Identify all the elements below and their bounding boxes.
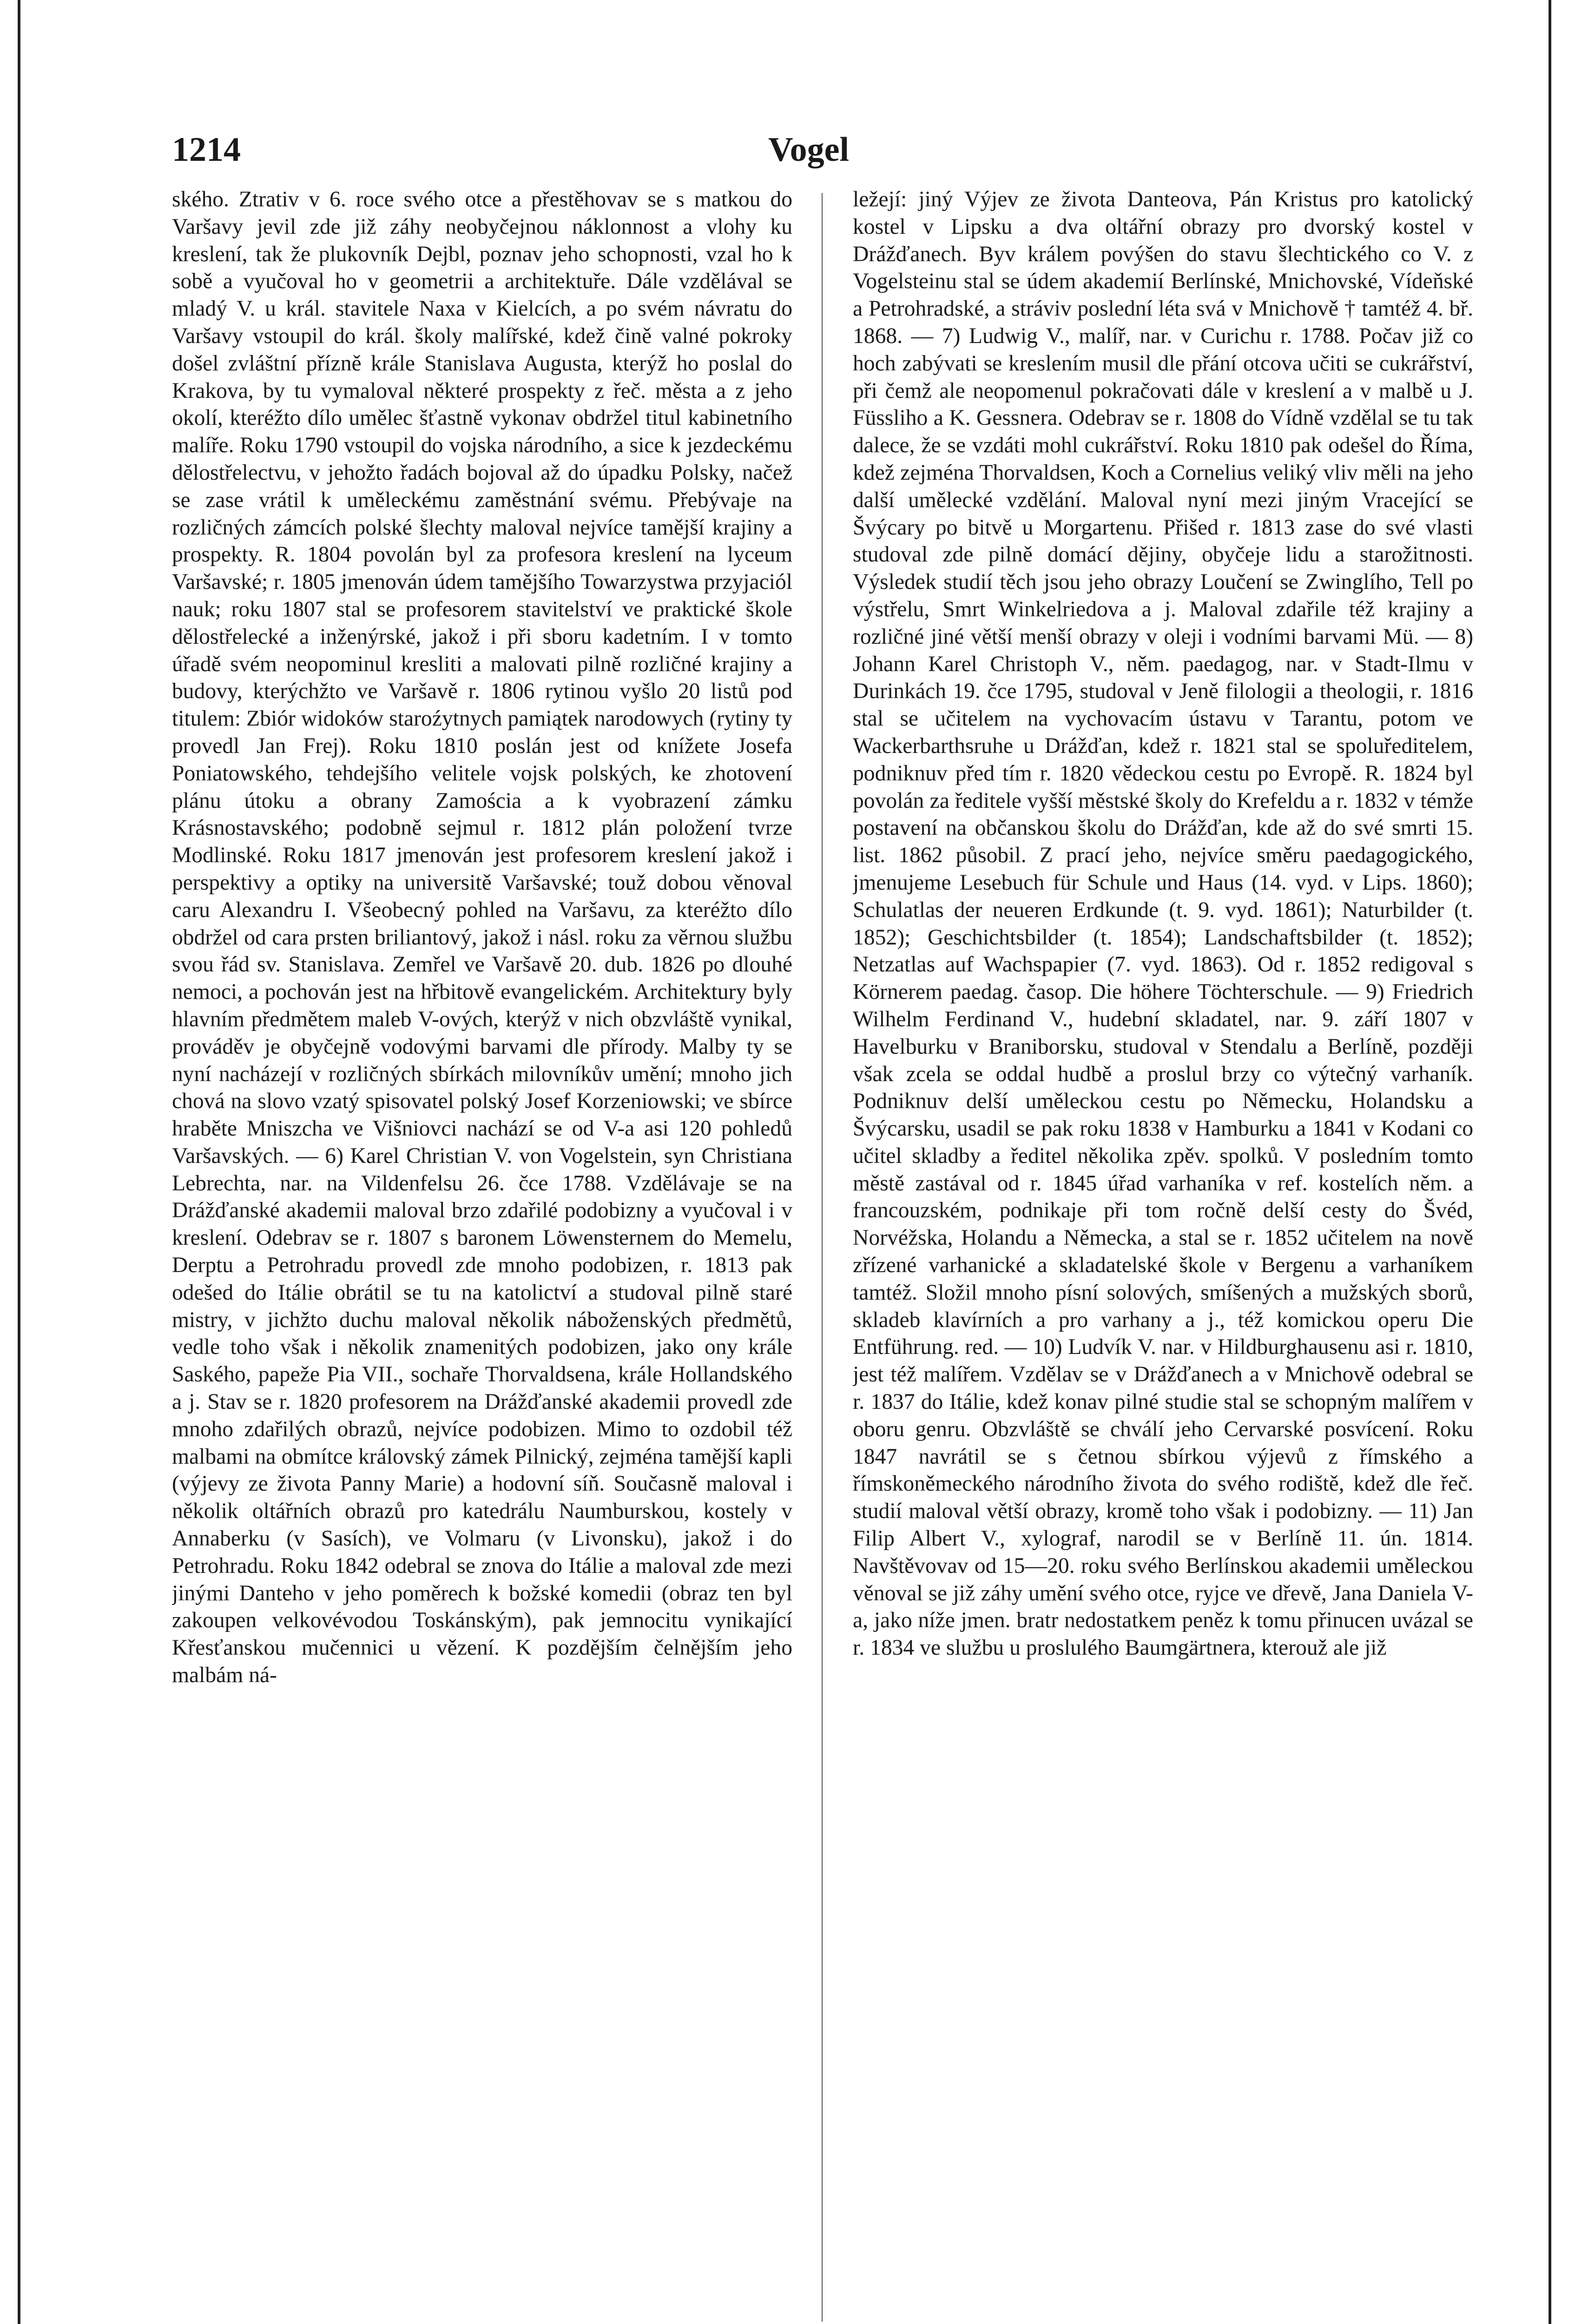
running-head: Vogel [768,131,850,169]
page-number: 1214 [172,131,241,169]
column-right-text: ležejí: jiný Výjev ze života Danteova, Pán Kristus pro katolický kostel v Lipsku a dva oltářní obrazy pro dvorský kostel v Drážďanech. Byv králem povýšen do stavu šlechtického co V. z Vogelsteinu stal se údem akademií Berlínské, Mnichovské, Vídeňské a Petrohradské, a stráviv poslední léta svá v Mnichově † tamtéž 4. bř. 1868. — 7) Ludwig V., malíř, nar. v Curichu r. 1788. Počav již co hoch zabývati se kreslením musil dle přání otcova učiti se cukrářství, při čemž ale neopomenul pokračovati dále v kreslení a v malbě u J. Füssliho a K. Gessnera. Odebrav se r. 1808 do Vídně vzdělal se tu tak dalece, že se vzdáti mohl cukrářství. Roku 1810 pak odešel do Říma, kdež zejména Thorvaldsen, Koch a Cornelius veliký vliv měli na jeho další umělecké vzdělání. Maloval nyní mezi jiným Vracející se Švýcary po bitvě u Morgartenu. Přišed r. 1813 zase do své vlasti studoval zde pilně domácí dějiny, obyčeje lidu a starožitnosti. Výsledek studií těch jsou jeho obrazy Loučení se Zwinglího, Tell po výstřelu, Smrt Winkelriedova a j. Maloval zdařile též krajiny a rozličné jiné větší menší obrazy v oleji i vodními barvami Mü. — 8) Johann Karel Christoph V., něm. paedagog, nar. v Stadt-Ilmu v Durinkách 19. čce 1795, studoval v Jeně filologii a theologii, r. 1816 stal se učitelem na vychovacím ústavu v Tarantu, potom ve Wackerbarthsruhe u Drážďan, kdež r. 1821 stal se spoluředitelem, podniknuv před tím r. 1820 vědeckou cestu po Evropě. R. 1824 byl povolán za ředitele vyšší městské školy do Krefeldu a r. 1832 v témže postavení na občanskou školu do Drážďan, kde až do své smrti 15. list. 1862 působil. Z prací jeho, nejvíce směru paedagogického, jmenujeme Lesebuch für Schule und Haus (14. vyd. v Lips. 1860); Schulatlas der neueren Erdkunde (t. 9. vyd. 1861); Naturbilder (t. 1852); Geschichtsbilder (t. 1854); Landschaftsbilder (t. 1852); Netzatlas auf Wachspapier (7. vyd. 1863). Od r. 1852 redigoval s Körnerem paedag. časop. Die höhere Töchterschule. — 9) Friedrich Wilhelm Ferdinand V., hudební skladatel, nar. 9. září 1807 v Havelburku v Braniborsku, studoval v Stendalu a Berlíně, později však zcela se oddal hudbě a proslul brzy co výtečný varhaník. Podniknuv delší uměleckou cestu po Německu, Holandsku a Švýcarsku, usadil se pak roku 1838 v Hamburku a 1841 v Kodani co učitel skladby a ředitel několika zpěv. spolků. V posledním tomto městě zastával od r. 1845 úřad varhaníka v ref. kostelích něm. a francouzském, podnikaje při tom ročně delší cesty do Švéd, Norvéžska, Holandu a Německa, a stal se r. 1852 učitelem na nově zřízené varhanické a skladatelské škole v Bergenu a varhaníkem tamtéž. Složil mnoho písní solových, smíšených a mužských sborů, skladeb klavírních a pro varhany a j., též komickou operu Die Entführung. red. — 10) Ludvík V. nar. v Hildburghausenu asi r. 1810, jest též malířem. Vzdělav se v Drážďanech a v Mnichově odebral se r. 1837 do Itálie, kdež konav pilné studie stal se schopným malířem v oboru genru. Obzvláště se chválí jeho Cervarské posvícení. Roku 1847 navrátil se s četnou sbírkou výjevů z římského a římskoněmeckého národního života do svého rodiště, kdež dle řeč. studií maloval větší obrazy, kromě toho však i podobizny. — 11) Jan Filip Albert V., xylograf, narodil se v Berlíně 11. ún. 1814. Navštěvovav od 15—20. roku svého Berlínskou akademii uměleckou věnoval se již záhy umění svého otce, ryjce ve dřevě, Jana Daniela V-a, jako níže jmen. bratr nedostatkem peněz k tomu přinucen uvázal se r. 1834 ve službu u proslulého Baumgärtnera, kterouž ale již [853,187,1473,1660]
text-column-left [172,186,792,2324]
column-left-text: ského. Ztrativ v 6. roce svého otce a přestěhovav se s matkou do Varšavy jevil zde již záhy neobyčejnou náklonnost a vlohy ku kreslení, tak že plukovník Dejbl, poznav jeho schopnosti, vzal ho k sobě a vyučoval ho v geometrii a architektuře. Dále vzdělával se mladý V. u král. stavitele Naxa v Kielcích, a po svém návratu do Varšavy vstoupil do král. školy malířské, kdež čině valné pokroky došel zvláštní přízně krále Stanislava Augusta, kterýž ho poslal do Krakova, by tu vymaloval některé prospekty z řeč. města a z jeho okolí, kteréžto dílo umělec šťastně vykonav obdržel titul kabinetního malíře. Roku 1790 vstoupil do vojska národního, a sice k jezdeckému dělostřelectvu, v jehožto řadách bojoval až do úpadku Polsky, načež se zase vrátil k uměleckému zaměstnání svému. Přebývaje na rozličných zámcích polské šlechty maloval nejvíce tamější krajiny a prospekty. R. 1804 povolán byl za profesora kreslení na lyceum Varšavské; r. 1805 jmenován údem tamějšího Towarzystwa przyjaciól nauk; roku 1807 stal se profesorem stavitelství ve praktické škole dělostřelecké a inženýrské, jakož i při sboru kadetním. I v tomto úřadě svém neopominul kresliti a malovati pilně rozličné krajiny a budovy, kterýchžto ve Varšavě r. 1806 rytinou vyšlo 20 listů pod titulem: Zbiór widoków staroźytnych pamiątek narodowych (rytiny ty provedl Jan Frej). Roku 1810 poslán jest od knížete Josefa Poniatowského, tehdejšího velitele vojsk polských, ke zhotovení plánu útoku a obrany Zamościa a k vyobrazení zámku Krásnostavského; podobně sejmul r. 1812 plán položení tvrze Modlinské. Roku 1817 jmenován jest profesorem kreslení jakož i perspektivy a optiky na universitě Varšavské; touž dobou věnoval caru Alexandru I. Všeobecný pohled na Varšavu, za kteréžto dílo obdržel od cara prsten briliantový, jakož i násl. roku za věrnou službu svou řád sv. Stanislava. Zemřel ve Varšavě 20. dub. 1826 po dlouhé nemoci, a pochován jest na hřbitově evangelickém. Architektury byly hlavním předmětem maleb V-ových, kterýž v nich obzvláště vynikal, prováděv je obyčejně vodovými barvami dle přírody. Malby ty se nyní nacházejí v rozličných sbírkách milovníkův umění; mnoho jich chová na slovo vzatý spisovatel polský Josef Korzeniowski; ve sbírce hraběte Mniszcha ve Višniovci nachází se od V-a asi 120 pohledů Varšavských. — 6) Karel Christian V. von Vogelstein, syn Christiana Lebrechta, nar. na Vildenfelsu 26. čce 1788. Vzdělávaje se na Drážďanské akademii maloval brzo zdařilé podobizny a vyučoval i v kreslení. Odebrav se r. 1807 s baronem Löwensternem do Memelu, Derptu a Petrohradu provedl zde mnoho podobizen, r. 1813 pak odešed do Itálie obrátil se tu na katolictví a studoval pilně staré mistry, v jichžto duchu maloval několik náboženských předmětů, vedle toho však i několik znamenitých podobizen, jako ony krále Saského, papeže Pia VII., sochaře Thorvaldsena, krále Hollandského a j. Stav se r. 1820 profesorem na Drážďanské akademii provedl zde mnoho zdařilých obrazů, nejvíce podobizen. Mimo to ozdobil též malbami na obmítce královský zámek Pilnický, zejména tamější kapli (výjevy ze života Panny Marie) a hodovní síň. Současně maloval i několik oltářních obrazů pro katedrálu Naumburskou, kostely v Annaberku (v Sasích), ve Volmaru (v Livonsku), jakož i do Petrohradu. Roku 1842 odebral se znova do Itálie a maloval zde mezi jinými Danteho v jeho poměrech k božské komedii (obraz ten byl zakoupen velkovévodou Toskánským), pak jemnocitu vynikající Křesťanskou mučennici u vězení. K pozdějším čelnějším jeho malbám ná- [172,187,792,1688]
text-column-right [853,186,1473,2324]
column-divider [822,193,823,2322]
page-header [172,130,1445,186]
